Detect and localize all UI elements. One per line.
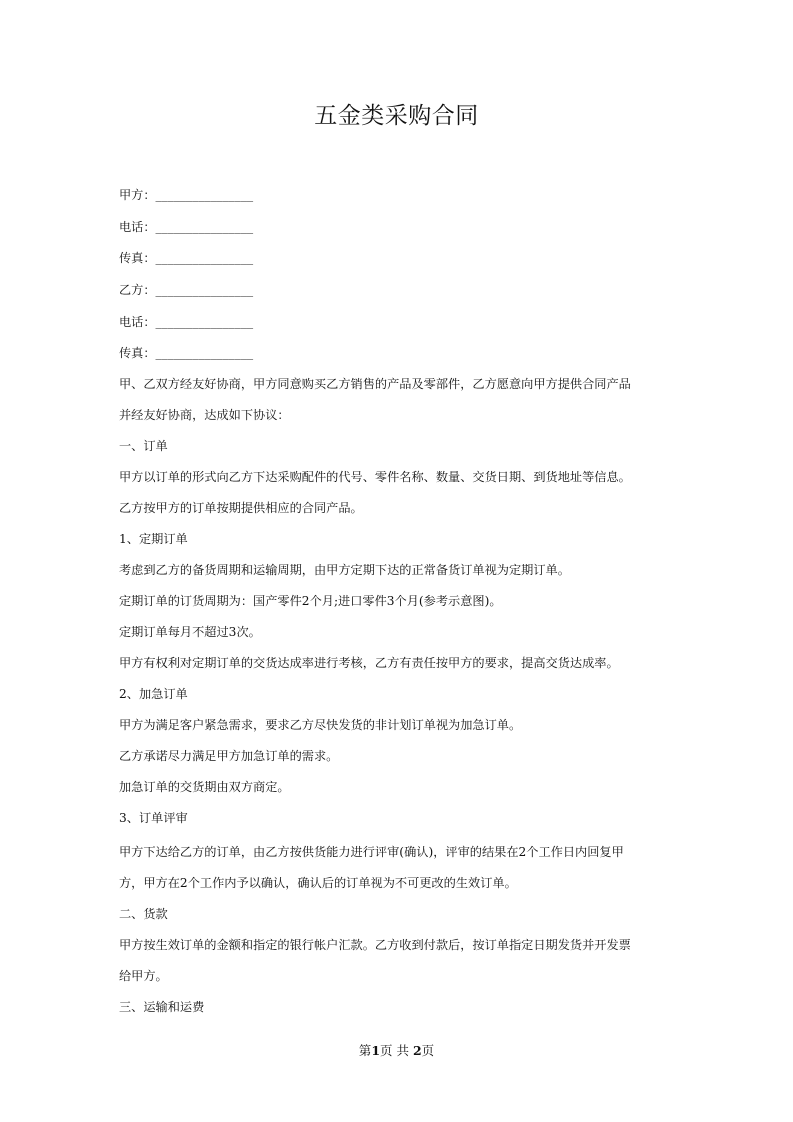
footer-total-pages: 2 xyxy=(412,1043,422,1058)
body-text-line: 甲方以订单的形式向乙方下达采购配件的代号、零件名称、数量、交货日期、到货地址等信息。 xyxy=(119,470,631,484)
body-text-line: 乙方按甲方的订单按期提供相应的合同产品。 xyxy=(119,501,363,515)
body-text-line: 给甲方。 xyxy=(119,969,168,983)
intro-paragraph-line: 甲、乙双方经友好协商，甲方同意购买乙方销售的产品及零部件，乙方愿意向甲方提供合同产品 xyxy=(119,377,631,391)
party-b-line: 乙方：________________ xyxy=(119,283,254,297)
subsection-heading-regular-order: 1、定期订单 xyxy=(119,532,188,546)
body-text-line: 方，甲方在2个工作内予以确认，确认后的订单视为不可更改的生效订单。 xyxy=(119,876,517,890)
body-text-line: 乙方承诺尽力满足甲方加急订单的需求。 xyxy=(119,749,339,763)
subsection-heading-order-review: 3、订单评审 xyxy=(119,811,188,825)
footer-prefix: 第 xyxy=(358,1043,372,1058)
phone-b-line: 电话：________________ xyxy=(119,315,254,329)
body-text-line: 甲方按生效订单的金额和指定的银行帐户汇款。乙方收到付款后，按订单指定日期发货并开发票 xyxy=(119,938,631,952)
party-a-line: 甲方：________________ xyxy=(119,188,254,202)
footer-middle: 页 共 xyxy=(380,1043,413,1058)
fax-a-line: 传真：________________ xyxy=(119,251,254,265)
section-heading-payment: 二、货款 xyxy=(119,907,168,921)
body-text-line: 甲方为满足客户紧急需求，要求乙方尽快发货的非计划订单视为加急订单。 xyxy=(119,718,522,732)
body-text-line: 甲方下达给乙方的订单，由乙方按供货能力进行评审(确认)，评审的结果在2个工作日内回复甲 xyxy=(119,845,624,859)
page-number-footer xyxy=(0,1042,793,1060)
subsection-heading-urgent-order: 2、加急订单 xyxy=(119,687,188,701)
body-text-line: 加急订单的交货期由双方商定。 xyxy=(119,780,290,794)
body-text-line: 考虑到乙方的备货周期和运输周期，由甲方定期下达的正常备货订单视为定期订单。 xyxy=(119,563,570,577)
body-text-line: 定期订单每月不超过3次。 xyxy=(119,625,261,639)
section-heading-shipping: 三、运输和运费 xyxy=(119,1000,205,1014)
footer-suffix: 页 xyxy=(421,1043,435,1058)
fax-b-line: 传真：________________ xyxy=(119,346,254,360)
body-text-line: 定期订单的订货周期为：国产零件2个月;进口零件3个月(参考示意图)。 xyxy=(119,594,502,608)
phone-a-line: 电话：________________ xyxy=(119,220,254,234)
document-title: 五金类采购合同 xyxy=(314,103,479,129)
intro-paragraph-line: 并经友好协商，达成如下协议： xyxy=(119,408,290,422)
footer-current-page: 1 xyxy=(371,1043,381,1058)
body-text-line: 甲方有权利对定期订单的交货达成率进行考核，乙方有责任按甲方的要求，提高交货达成率。 xyxy=(119,656,619,670)
section-heading-order: 一、订单 xyxy=(119,439,168,453)
